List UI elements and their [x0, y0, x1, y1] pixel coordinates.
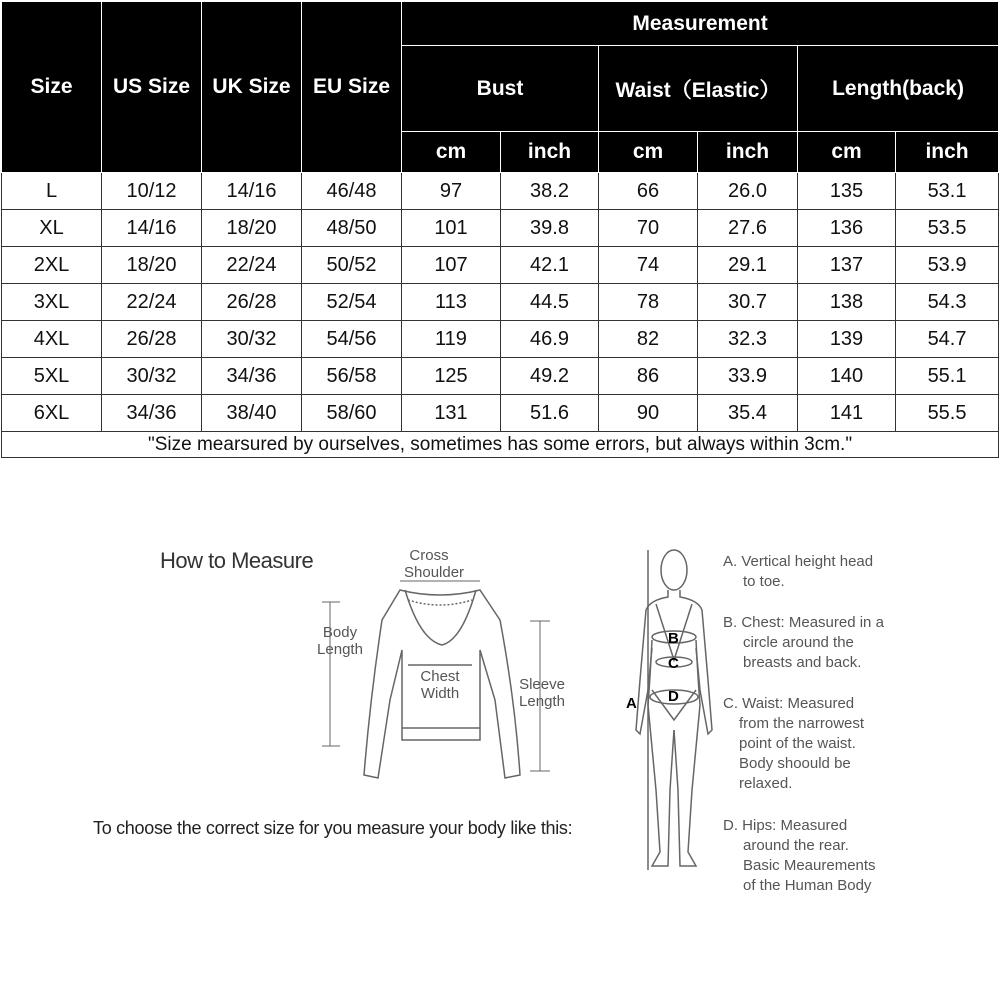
table-cell: 10/12: [102, 173, 202, 210]
table-cell: 136: [798, 210, 896, 247]
header-size: Size: [2, 2, 102, 173]
table-cell: 113: [402, 284, 501, 321]
table-cell: 141: [798, 395, 896, 432]
legend-c: [723, 694, 864, 794]
table-cell: 139: [798, 321, 896, 358]
table-cell: 56/58: [302, 358, 402, 395]
table-cell: 26/28: [102, 321, 202, 358]
table-cell: 26.0: [698, 173, 798, 210]
table-cell: 55.1: [896, 358, 999, 395]
header-eu-size: EU Size: [302, 2, 402, 173]
chest-width-label-line: Chest: [420, 668, 460, 685]
table-cell: 44.5: [501, 284, 599, 321]
table-cell: 86: [599, 358, 698, 395]
legend-b: [723, 613, 884, 673]
marker-b: B: [668, 630, 679, 647]
legend-line: C. Waist: Measured: [723, 695, 855, 712]
legend-line: point of the waist.: [739, 735, 856, 752]
table-cell: 90: [599, 395, 698, 432]
table-cell: 101: [402, 210, 501, 247]
cross-shoulder-label-line: Shoulder: [404, 564, 465, 581]
table-cell: 54.7: [896, 321, 999, 358]
table-cell: 26/28: [202, 284, 302, 321]
legend-line: relaxed.: [739, 775, 793, 792]
table-cell: 53.9: [896, 247, 999, 284]
table-cell: 51.6: [501, 395, 599, 432]
table-cell: 52/54: [302, 284, 402, 321]
unit-header: inch: [698, 132, 798, 173]
table-cell: 137: [798, 247, 896, 284]
table-cell: 22/24: [202, 247, 302, 284]
header-us-size: US Size: [102, 2, 202, 173]
legend-line: A. Vertical height head: [723, 553, 874, 570]
legend-line: Body shoould be: [739, 755, 851, 772]
table-cell: 53.5: [896, 210, 999, 247]
choose-size-text: To choose the correct size for you measure your body like this:: [93, 818, 573, 838]
measurement-note: "Size mearsured by ourselves, sometimes has some errors, but always within 3cm.": [2, 432, 999, 458]
table-cell: 46/48: [302, 173, 402, 210]
chest-width-label-line: Width: [420, 685, 460, 702]
table-cell: 27.6: [698, 210, 798, 247]
table-cell: 55.5: [896, 395, 999, 432]
table-cell: 54.3: [896, 284, 999, 321]
table-cell: 58/60: [302, 395, 402, 432]
shirt-drawing: [364, 590, 520, 778]
table-cell: 74: [599, 247, 698, 284]
body-figure: [636, 550, 712, 870]
sleeve-length-label-line: Length: [519, 693, 565, 710]
header-bust: Bust: [402, 46, 599, 132]
table-cell: 140: [798, 358, 896, 395]
table-cell: 4XL: [2, 321, 102, 358]
cross-shoulder-label-line: Cross: [409, 547, 449, 564]
table-cell: 5XL: [2, 358, 102, 395]
table-cell: 3XL: [2, 284, 102, 321]
legend-a: [723, 552, 873, 592]
unit-header: cm: [402, 132, 501, 173]
table-cell: 22/24: [102, 284, 202, 321]
table-cell: 42.1: [501, 247, 599, 284]
body-length-label-line: Body: [322, 624, 358, 641]
table-cell: 50/52: [302, 247, 402, 284]
unit-header: inch: [896, 132, 999, 173]
table-cell: 30.7: [698, 284, 798, 321]
table-cell: 78: [599, 284, 698, 321]
table-cell: 2XL: [2, 247, 102, 284]
table-cell: 18/20: [202, 210, 302, 247]
header-waist: Waist（Elastic）: [599, 46, 798, 132]
legend-line: from the narrowest: [739, 715, 865, 732]
legend-line: D. Hips: Measured: [723, 817, 848, 834]
header-uk-size: UK Size: [202, 2, 302, 173]
table-cell: 6XL: [2, 395, 102, 432]
table-cell: 30/32: [102, 358, 202, 395]
unit-header: inch: [501, 132, 599, 173]
header-length: Length(back): [798, 46, 999, 132]
legend-line: circle around the: [743, 634, 854, 651]
table-cell: 131: [402, 395, 501, 432]
table-cell: 119: [402, 321, 501, 358]
legend-line: to toe.: [743, 573, 785, 590]
header-measurement: Measurement: [402, 2, 999, 46]
measure-arrows: [322, 581, 550, 771]
legend-d: [723, 816, 876, 896]
table-cell: 70: [599, 210, 698, 247]
legend-line: B. Chest: Measured in a: [723, 614, 884, 631]
table-cell: XL: [2, 210, 102, 247]
table-cell: 32.3: [698, 321, 798, 358]
marker-c: C: [668, 655, 679, 672]
marker-a: A: [626, 695, 637, 712]
table-cell: 107: [402, 247, 501, 284]
legend-line: breasts and back.: [743, 654, 862, 671]
legend-line: around the rear.: [743, 837, 849, 854]
table-cell: 39.8: [501, 210, 599, 247]
table-cell: 34/36: [102, 395, 202, 432]
table-cell: 125: [402, 358, 501, 395]
table-cell: 14/16: [102, 210, 202, 247]
table-cell: 38.2: [501, 173, 599, 210]
table-cell: 82: [599, 321, 698, 358]
table-cell: 14/16: [202, 173, 302, 210]
table-cell: 48/50: [302, 210, 402, 247]
unit-header: cm: [599, 132, 698, 173]
how-to-measure-title: How to Measure: [160, 548, 314, 573]
body-length-label-line: Length: [317, 641, 363, 658]
table-cell: L: [2, 173, 102, 210]
legend-line: of the Human Body: [743, 877, 872, 894]
table-cell: 135: [798, 173, 896, 210]
table-cell: 35.4: [698, 395, 798, 432]
table-cell: 53.1: [896, 173, 999, 210]
table-cell: 34/36: [202, 358, 302, 395]
table-cell: 46.9: [501, 321, 599, 358]
table-cell: 54/56: [302, 321, 402, 358]
table-cell: 33.9: [698, 358, 798, 395]
sleeve-length-label-line: Sleeve: [519, 676, 565, 693]
legend-line: Basic Meaurements: [743, 857, 876, 874]
marker-d: D: [668, 688, 679, 705]
table-cell: 138: [798, 284, 896, 321]
table-cell: 18/20: [102, 247, 202, 284]
table-cell: 30/32: [202, 321, 302, 358]
table-cell: 38/40: [202, 395, 302, 432]
table-cell: 66: [599, 173, 698, 210]
table-cell: 97: [402, 173, 501, 210]
table-cell: 29.1: [698, 247, 798, 284]
unit-header: cm: [798, 132, 896, 173]
table-cell: 49.2: [501, 358, 599, 395]
